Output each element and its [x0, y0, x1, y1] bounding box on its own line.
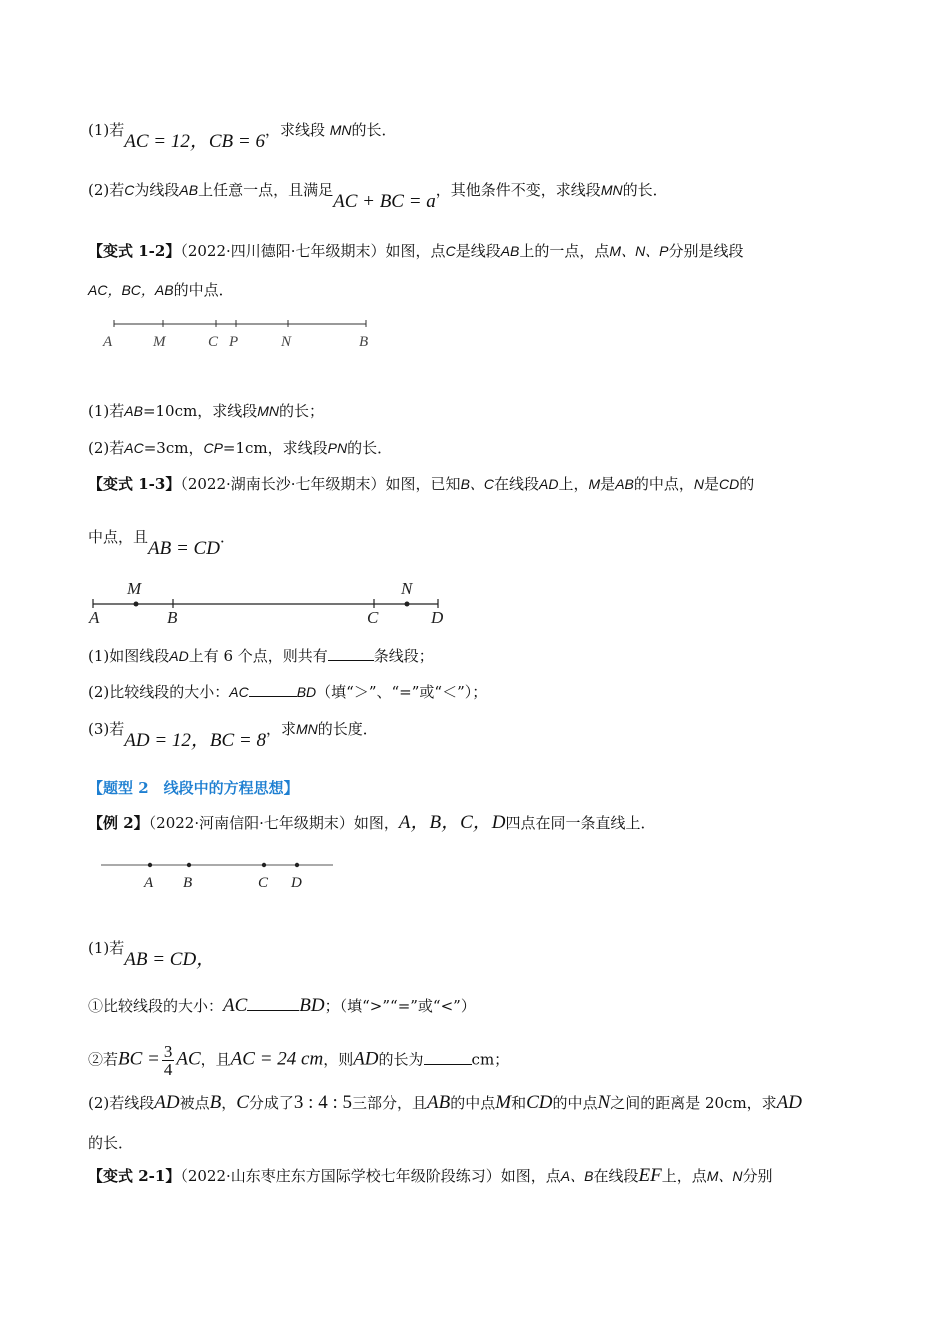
math-expression: AC = 24 cm — [230, 1048, 324, 1070]
math-expression: AC = 12，CB = 6 — [124, 131, 265, 152]
segment-figure-2 — [85, 575, 455, 630]
question-line: ①比较线段的大小：AC BD；（填“>”“=”或“<”） — [88, 995, 476, 1016]
question-line: (1)若AC = 12，CB = 6，求线段 MN的长． — [88, 121, 397, 152]
point-label-b: B — [167, 608, 178, 627]
math-expression: AB = CD — [148, 538, 220, 559]
point-label-c: C — [258, 875, 269, 891]
point-label-c: C — [208, 334, 219, 350]
question-line: ②若BC = $\frac{3}{4}$ AC，且AC = 24 cm，则AD的长为 cm； — [88, 1042, 510, 1079]
answer-blank[interactable] — [328, 646, 374, 661]
point-label-p: P — [229, 334, 239, 350]
question-line: (2)若AC=3cm，CP=1cm，求线段PN的长． — [88, 439, 393, 457]
point-label-a: A — [103, 334, 113, 350]
question-line: (1)若AB=10cm，求线段MN的长； — [88, 402, 325, 420]
answer-blank[interactable] — [424, 1050, 472, 1065]
point-label-m: M — [127, 579, 142, 598]
problem-tag: 【例 2】 — [88, 814, 149, 832]
math-expression: AC + BC = a — [333, 191, 436, 212]
point-label-a: A — [144, 875, 154, 891]
point-label-b: B — [183, 875, 193, 891]
question-line: (2)比较线段的大小：AC BD（填“＞”、“=”或“＜”）； — [88, 683, 488, 701]
problem-header: 【变式 2-1】（2022·山东枣庄东方国际学校七年级阶段练习）如图，点A、B在线段EF上，点M、N分别 — [88, 1165, 773, 1186]
question-line: (2)若线段AD被点B，C分成了3 : 4 : 5三部分，且AB的中点M和CD的中点N之间的距离是 20cm，求AD — [88, 1092, 802, 1113]
problem-tag: 【变式 1-3】 — [88, 475, 181, 493]
point-label-b: B — [359, 334, 369, 350]
question-line: (2)若C为线段AB上任意一点，且满足AC + BC = a，其他条件不变，求线段MN的长． — [88, 181, 668, 212]
problem-line: AC，BC，AB的中点． — [88, 281, 234, 299]
problem-header: 【例 2】（2022·河南信阳·七年级期末）如图，A，B，C，D四点在同一条直线上． — [88, 812, 656, 833]
problem-tag: 【变式 1-2】 — [88, 242, 181, 260]
answer-blank[interactable] — [247, 996, 299, 1011]
math-expression: AD = 12，BC = 8 — [124, 730, 266, 751]
question-line: (1)若AB = CD， — [88, 939, 216, 970]
point-label-n: N — [281, 334, 292, 350]
answer-blank[interactable] — [249, 682, 297, 697]
point-label-n: N — [401, 579, 413, 598]
problem-header: 【变式 1-3】（2022·湖南长沙·七年级期末）如图，已知B、C在线段AD上，M是AB的中点，N是CD的 — [88, 475, 755, 493]
problem-header: 【变式 1-2】（2022·四川德阳·七年级期末）如图，点C是线段AB上的一点，点M、N、P分别是线段 — [88, 242, 744, 260]
segment-figure-1 — [100, 315, 390, 355]
section-title: 【题型 2 线段中的方程思想】 — [88, 779, 299, 797]
point-label-m: M — [153, 334, 166, 350]
question-line: 的长． — [88, 1134, 134, 1152]
math-expression: AB = CD， — [124, 949, 216, 970]
point-label-d: D — [291, 875, 302, 891]
point-label-d: D — [431, 608, 444, 627]
problem-tag: 【变式 2-1】 — [88, 1167, 181, 1185]
segment-figure-3 — [95, 852, 340, 897]
fraction: $\frac{3}{4}$ — [163, 1042, 173, 1079]
question-line: (3)若AD = 12，BC = 8，求MN的长度． — [88, 720, 378, 751]
point-label-a: A — [89, 608, 100, 627]
question-line: (1)如图线段AD上有 6 个点，则共有 条线段； — [88, 647, 434, 665]
problem-line: 中点，且AB = CD． — [88, 528, 235, 559]
point-label-c: C — [367, 608, 379, 627]
